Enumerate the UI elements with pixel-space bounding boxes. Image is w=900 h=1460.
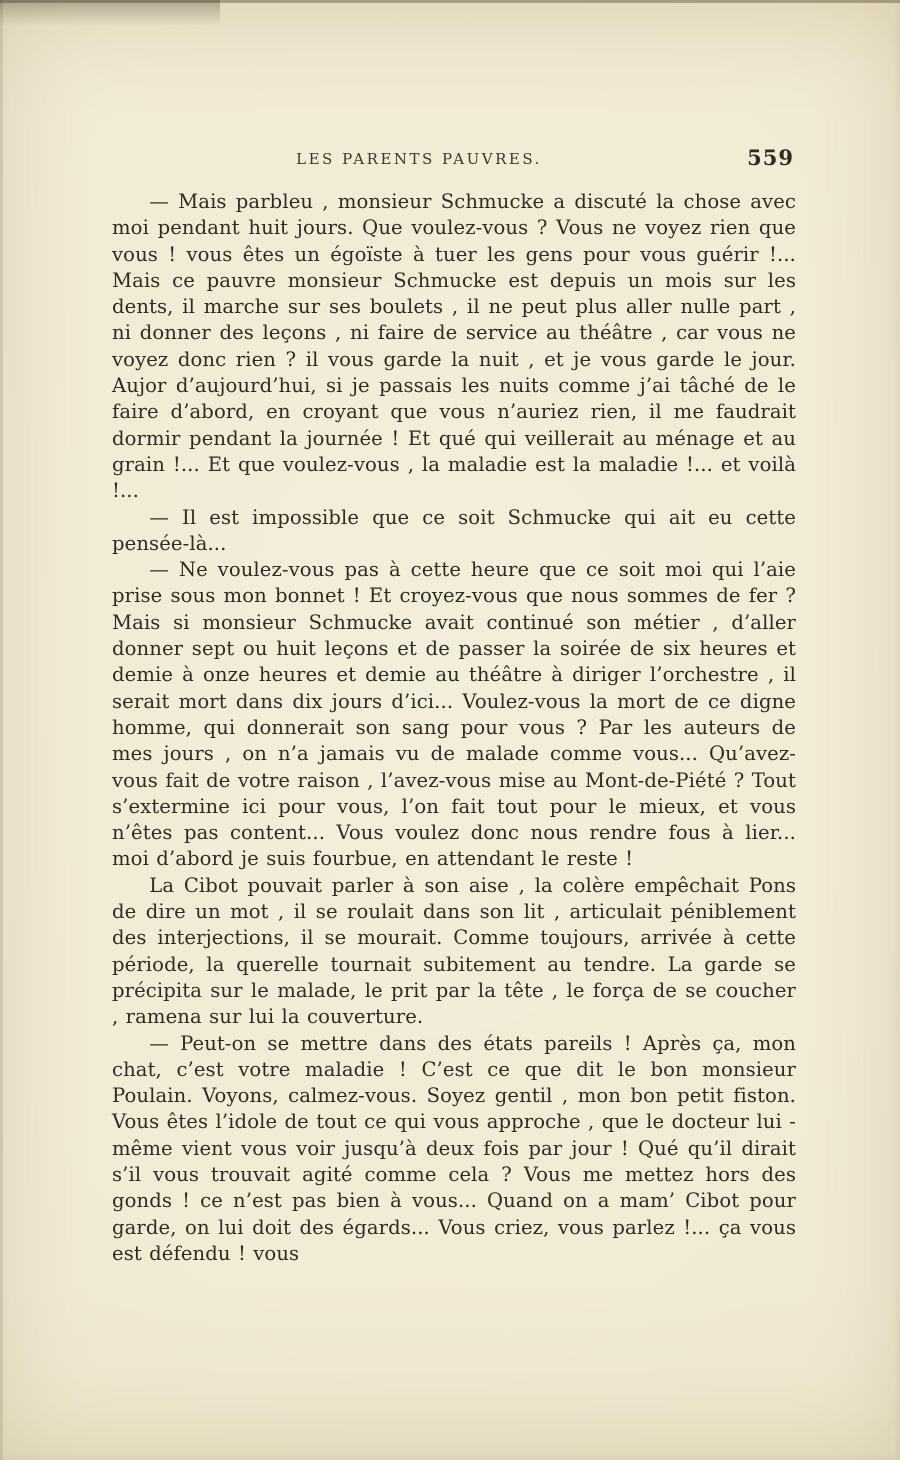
paragraph-dialogue-1: — Mais parbleu , monsieur Schmucke a discuté la chose avec moi pendant huit jours. Que voulez-vous ? Vous ne voyez rien que vous ! vous êtes un égoïste à tuer les gens pour vous guérir !... Mais ce pauvre monsieur Schmucke est depuis un mois sur les dents, il marche sur ses boulets , il ne peut plus aller nulle part , ni donner des leçons , ni faire de service au théâtre , car vous ne voyez donc rien ? il vous garde la nuit , et je vous garde le jour. Aujor d’aujourd’hui, si je passais les nuits comme j’ai tâché de le faire d’abord, en croyant que vous n’auriez rien, il me faudrait dormir pendant la journée ! Et qué qui veillerait au ménage et au grain !... Et que voulez-vous , la maladie est la maladie !... et voilà !... — [112, 190, 796, 503]
text-block — [112, 189, 796, 1267]
paragraph-dialogue-4: — Peut-on se mettre dans des états pareils ! Après ça, mon chat, c’est votre maladie ! C’est ce que dit le bon monsieur Poulain. Voyons, calmez-vous. Soyez gentil , mon bon petit fiston. Vous êtes l’idole de tout ce qui vous approche , que le docteur lui - même vient vous voir jusqu’à deux fois par jour ! Qué qu’il dirait s’il vous trouvait agité comme cela ? Vous me mettez hors des gonds ! ce n’est pas bien à vous... Quand on a mam’ Cibot pour garde, on lui doit des égards... Vous criez, vous parlez !... ça vous est défendu ! vous — [112, 1031, 796, 1265]
running-title: LES PARENTS PAUVRES. — [296, 150, 542, 168]
paragraph-dialogue-2: — Il est impossible que ce soit Schmucke qui ait eu cette pensée-là... — [112, 505, 796, 555]
paragraph-dialogue-3: — Ne voulez-vous pas à cette heure que ce soit moi qui l’aie prise sous mon bonnet ! Et croyez-vous que nous sommes de fer ? Mais si monsieur Schmucke avait continué son métier , d’aller donner sept ou huit leçons et de passer la soirée de six heures et demie à onze heures et demie au théâtre à diriger l’orchestre , il serait mort dans dix jours d’ici... Voulez-vous la mort de ce digne homme, qui donnerait son sang pour vous ? Par les auteurs de mes jours , on n’a jamais vu de malade comme vous... Qu’avez-vous fait de votre raison , l’avez-vous mise au Mont-de-Piété ? Tout s’extermine ici pour vous, l’on fait tout pour le mieux, et vous n’êtes pas content... Vous voulez donc nous rendre fous à lier... moi d’abord je suis fourbue, en attendant le reste ! — [112, 558, 796, 871]
page-number: 559 — [747, 145, 794, 170]
running-header — [112, 145, 796, 180]
paragraph-narration: La Cibot pouvait parler à son aise , la colère empêchait Pons de dire un mot , il se roulait dans son lit , articulait péniblement des interjections, il se mourait. Comme toujours, arrivée à cette période, la querelle tournait subitement au tendre. La garde se précipita sur le malade, le prit par la tête , le força de se coucher , ramena sur lui la couverture. — [112, 873, 796, 1029]
page-content — [112, 145, 796, 1267]
